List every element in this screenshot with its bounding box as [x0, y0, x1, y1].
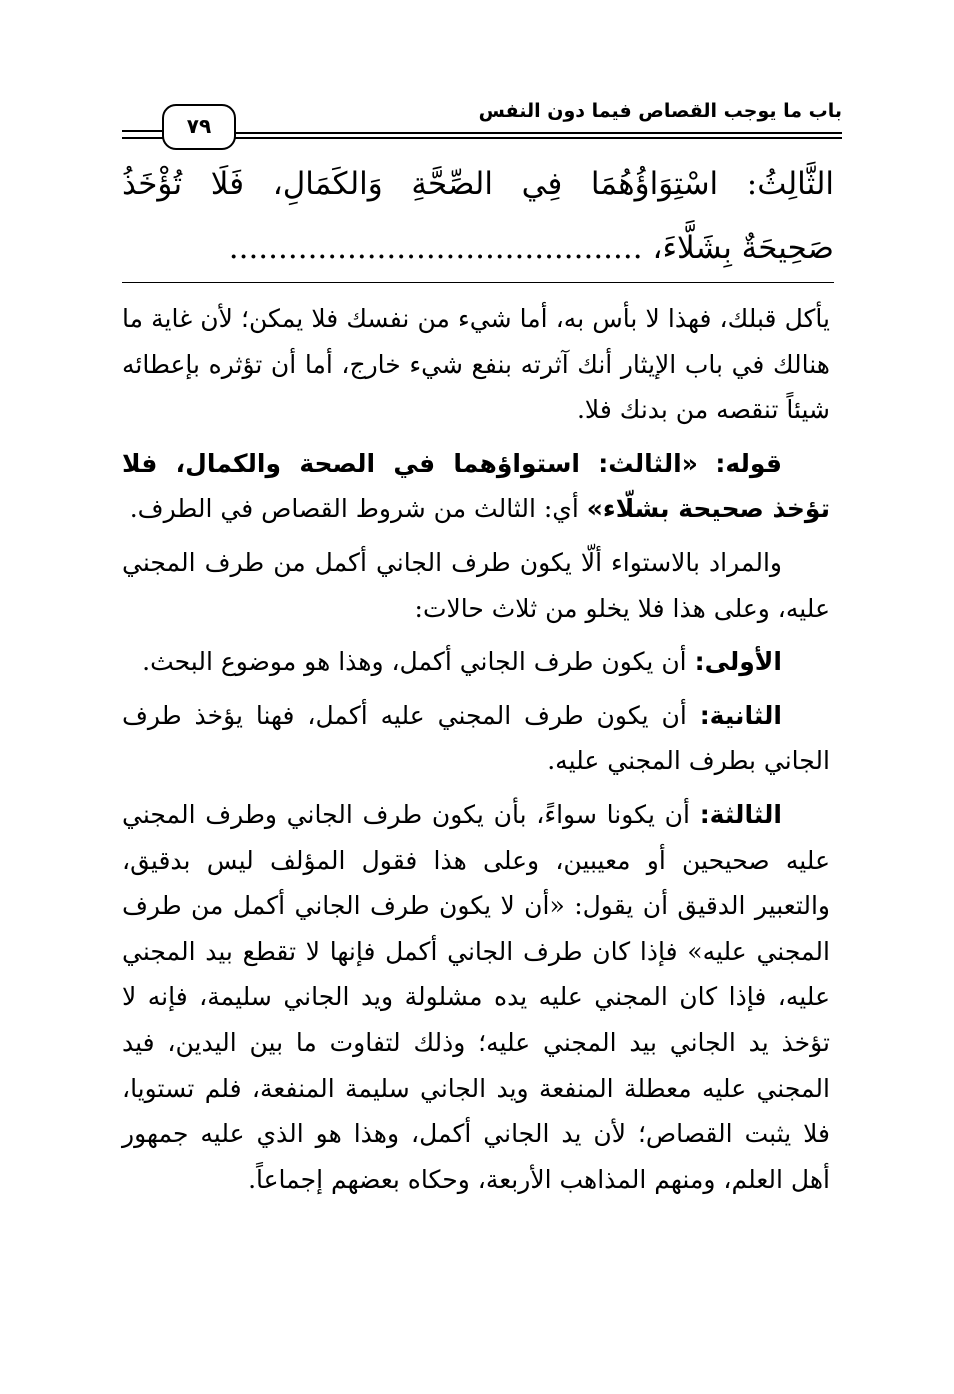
case-three-label: الثالثة: — [699, 799, 782, 829]
header-rule-upper — [234, 132, 842, 134]
header-rule-left-lower — [122, 137, 166, 139]
paragraph-6 — [122, 792, 830, 1202]
header-rule-left-upper — [122, 130, 166, 132]
paragraph-3: والمراد بالاستواء ألّا يكون طرف الجاني أكمل من طرف المجني عليه، وعلى هذا فلا يخلو من ثلاث حالات: — [122, 547, 830, 623]
case-one-label: الأولى: — [694, 647, 782, 677]
running-header — [122, 96, 842, 148]
case-one-text: أن يكون طرف الجاني أكمل، وهذا هو موضوع البحث. — [142, 647, 687, 677]
matn-divider — [122, 282, 834, 283]
page-number: ٧٩ — [162, 104, 236, 150]
case-two-text: أن يكون طرف المجني عليه أكمل، فهنا يؤخذ طرف الجاني بطرف المجني عليه. — [122, 700, 830, 776]
case-two-label: الثانية: — [699, 700, 782, 730]
paragraph-2 — [122, 441, 830, 532]
paragraph-5 — [122, 693, 830, 784]
paragraph-2-text: أي: الثالث من شروط القصاص في الطرف. — [129, 494, 579, 524]
paragraph-4 — [122, 639, 830, 685]
matn-text — [122, 152, 834, 280]
matn-line-2: صَحِيحَةٌ بِشَلَّاءَ، .......................................... — [228, 230, 834, 266]
chapter-title: باب ما يوجب القصاص فيما دون النفس — [478, 100, 842, 122]
qawluhu-label: قوله: — [715, 448, 782, 478]
case-three-text: أن يكونا سواءً، بأن يكون طرف الجاني وطرف المجني عليه صحيحين أو معيبين، وعلى هذا فقول المؤلف ليس بدقيق، والتعبير الدقيق أن يقول: «أن لا يكون طرف الجاني أكمل من طرف المجني عليه» فإذا كان طرف الجاني أكمل فإنها لا تقطع بيد المجني عليه، فإذا كان المجني عليه يده مشلولة ويد الجاني سليمة، فإنه لا تؤخذ يد الجاني بيد المجني عليه؛ وذلك لتفاوت ما بين اليدين، فيد المجني عليه معطلة المنفعة ويد الجاني سليمة المنفعة، فلم تستويا، فلا يثبت القصاص؛ لأن يد الجاني أكمل، وهذا هو الذي عليه جمهور أهل العلم، ومنهم المذاهب الأربعة، وحكاه بعضهم إجماعاً. — [122, 799, 830, 1194]
matn-line-1: الثَّالِثُ: اسْتِوَاؤُهُمَا فِي الصِّحَّةِ وَالكَمَالِ، فَلَا تُؤْخَذُ — [122, 166, 834, 202]
header-rule-lower — [234, 137, 842, 139]
paragraph-1: يأكل قبلك، فهذا لا بأس به، أما شيء من نفسك فلا يمكن؛ لأن غاية ما هنالك في باب الإيثار أنك آثرته بنفع شيء خارج، أما أن تؤثره بإعطائه شيئاً تنقصه من بدنك فلا. — [122, 304, 830, 425]
matn-quote: «الثالث: استواؤهما في الصحة والكمال، فلا تؤخذ صحيحة بشلّاء» — [122, 448, 830, 524]
commentary-text — [122, 296, 830, 1210]
